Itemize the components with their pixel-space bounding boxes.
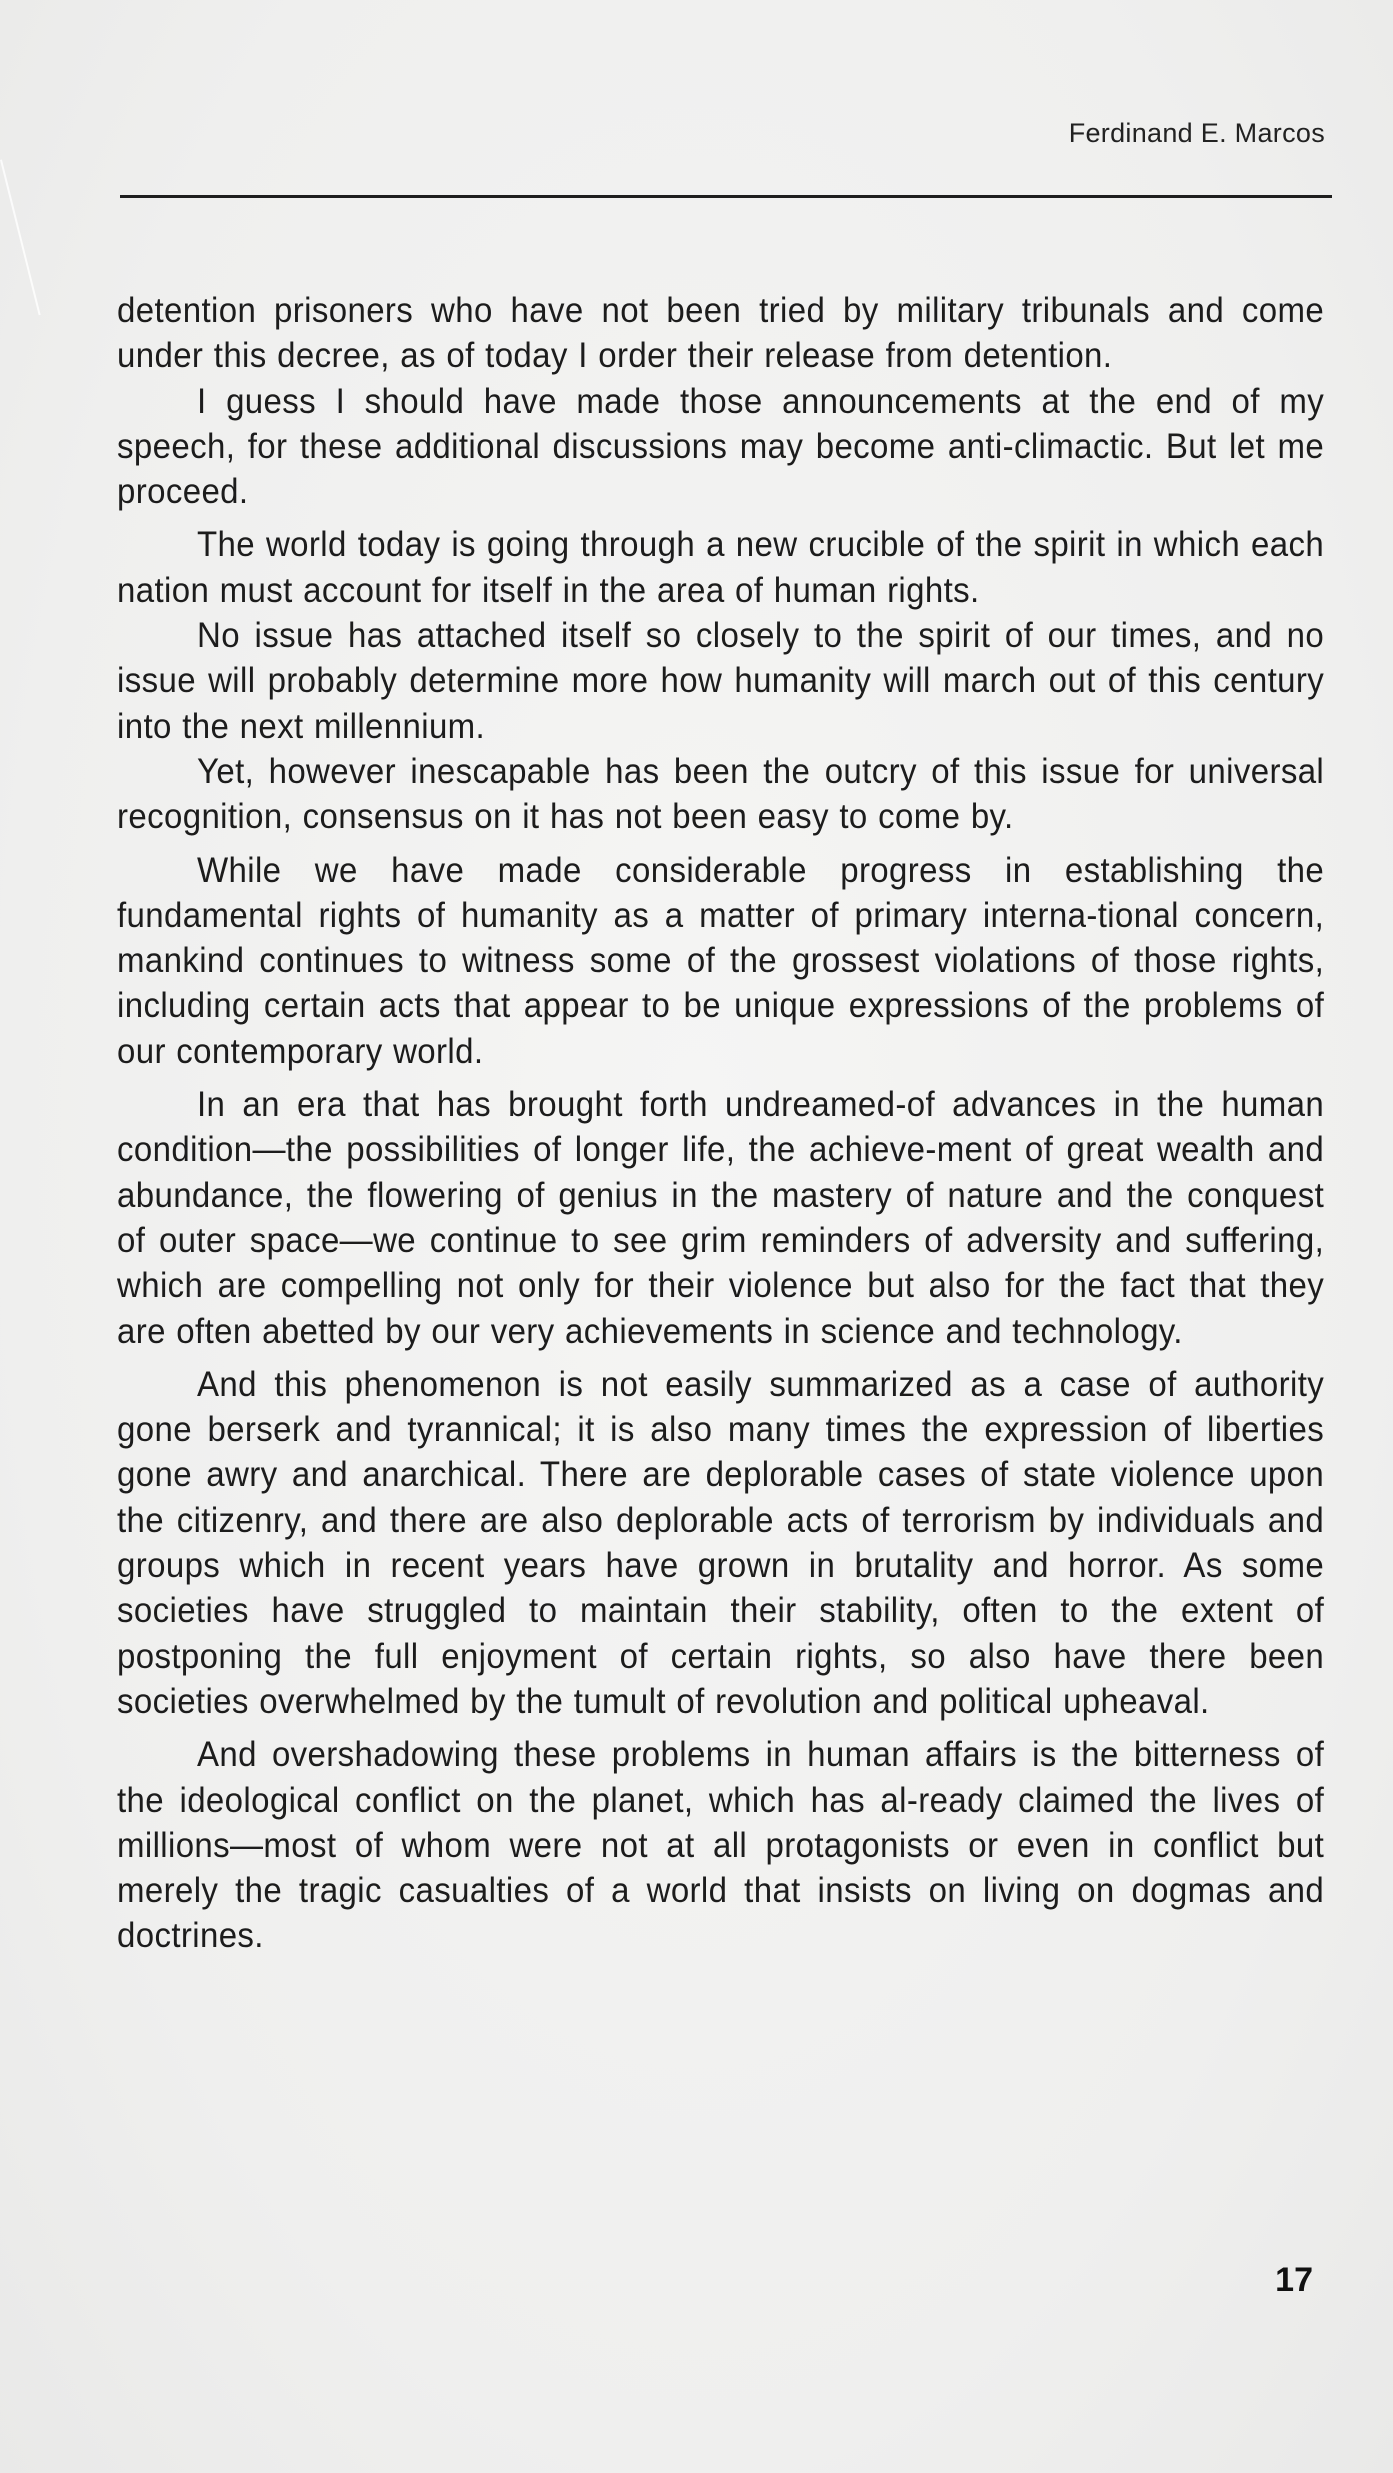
- paragraph-9: And overshadowing these problems in human affairs is the bitterness of the ideological conflict on the planet, which has al-ready claimed the lives of millions—most of whom were not at all protagonists or even in conflict but merely the tragic casualties of a world that insists on living on dogmas and doctrines.: [117, 1734, 1325, 1956]
- running-head-author: Ferdinand E. Marcos: [1068, 118, 1325, 148]
- page-number: 17: [1275, 2261, 1313, 2299]
- body-text: [117, 288, 1324, 1959]
- paragraph-7: In an era that has brought forth undreamed-of advances in the human condition—the possibilities of longer life, the achieve-ment of great wealth and abundance, the flowering of genius in the mastery of nature and the conquest of outer space—we continue to see grim reminders of adversity and suffering, which are compelling not only for their violence but also for the fact that they are often abetted by our very achievements in science and technology.: [117, 1084, 1325, 1351]
- page-crease: [0, 160, 41, 316]
- paragraph-6: While we have made considerable progress in establishing the fundamental rights of humanity as a matter of primary interna-tional concern, mankind continues to witness some of the grossest violations of those rights, including certain acts that appear to be unique expressions of the problems of our contemporary world.: [117, 849, 1325, 1071]
- paragraph-3: The world today is going through a new crucible of the spirit in which each nation must account for itself in the area of human rights.: [117, 524, 1325, 610]
- header-rule: [120, 195, 1332, 198]
- paragraph-5: Yet, however inescapable has been the outcry of this issue for universal recognition, consensus on it has not been easy to come by.: [117, 750, 1325, 837]
- paragraph-2: I guess I should have made those announcements at the end of my speech, for these additional discussions may become anti-climactic. But let me proceed.: [117, 380, 1325, 512]
- paragraph-4: No issue has attached itself so closely to the spirit of our times, and no issue will probably determine more how humanity will march out of this century into the next millennium.: [117, 615, 1325, 746]
- paragraph-1: detention prisoners who have not been tried by military tribunals and come under this decree, as of today I order their release from detention.: [117, 290, 1325, 376]
- paragraph-8: And this phenomenon is not easily summarized as a case of authority gone berserk and tyrannical; it is also many times the expression of liberties gone awry and anarchical. There are deplorable cases of state violence upon the citizenry, and there are also deplorable acts of terrorism by individuals and groups which in recent years have grown in brutality and horror. As some societies have struggled to maintain their stability, often to the extent of postponing the full enjoyment of certain rights, so also have there been societies overwhelmed by the tumult of revolution and political upheaval.: [117, 1363, 1325, 1721]
